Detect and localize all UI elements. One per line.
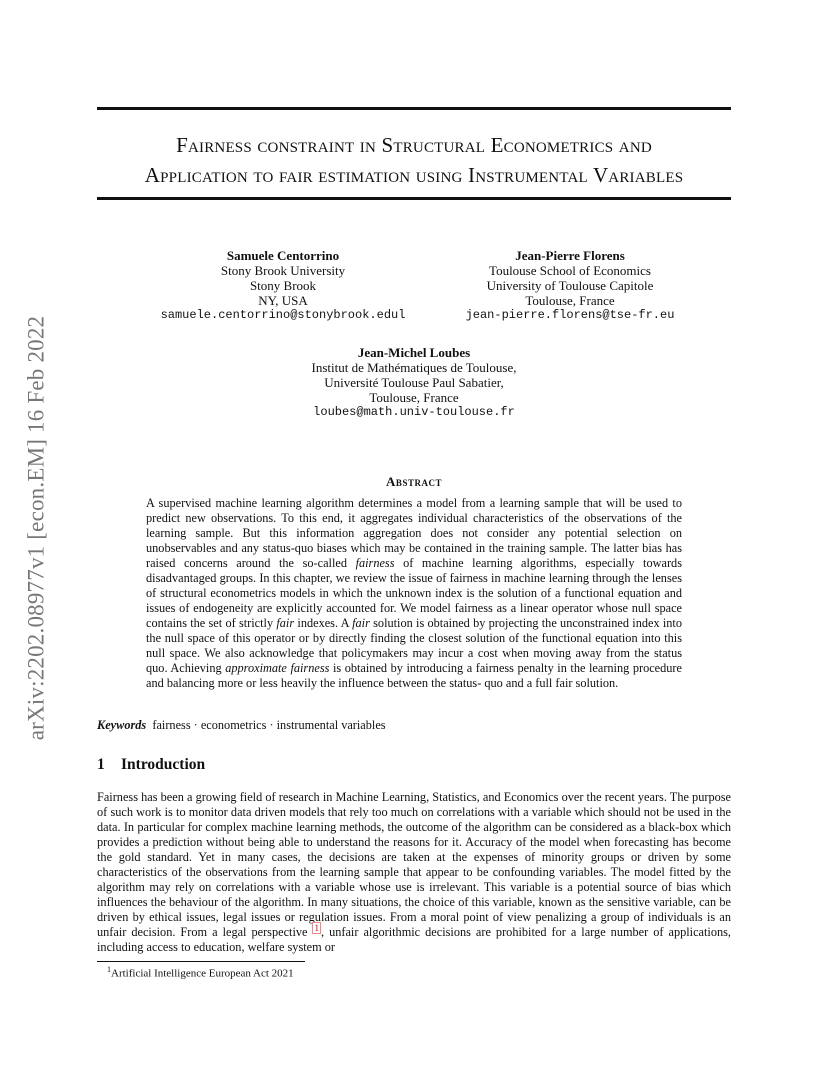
author-affiliation: Toulouse, France [369, 390, 459, 405]
author-affiliation: Institut de Mathématiques de Toulouse, [311, 360, 517, 375]
keywords-line [97, 718, 386, 733]
title-line-2: Application to fair estimation using Instrumental Variables [144, 163, 684, 187]
author-name: Jean-Michel Loubes [357, 345, 471, 360]
author-block [264, 345, 564, 420]
title-line-1: Fairness constraint in Structural Econometrics and [176, 133, 652, 157]
author-name: Samuele Centorrino [226, 248, 340, 263]
arxiv-sidebar [18, 268, 54, 788]
author-affiliation: University of Toulouse Capitole [486, 278, 654, 293]
arxiv-identifier: arXiv:2202.08977v1 [econ.EM] 16 Feb 2022 [23, 315, 48, 741]
section-number: 1 [97, 756, 105, 773]
author-affiliation: Stony Brook University [220, 263, 346, 278]
author-affiliation: Stony Brook [249, 278, 317, 293]
footnote [107, 965, 294, 980]
title-rule-top [97, 107, 731, 110]
author-affiliation: Toulouse School of Economics [489, 263, 651, 278]
author-affiliation: NY, USA [258, 293, 308, 308]
author-affiliation: Université Toulouse Paul Sabatier, [324, 375, 504, 390]
paper-title [97, 130, 731, 190]
introduction-text: Fairness has been a growing field of research in Machine Learning, Statistics, and Economics over the recent years. The purpose of such work is to monitor data driven models that rely too much on correlations with a variable which should not be used in the data. In particular for complex machine learning methods, the outcome of the algorithm can be considered as a black-box which provides a prediction without being able to understand the reasons for it. Accuracy of the model when forecasting has become the gold standard. Yet in many cases, the decisions are taken at the expenses of minority groups or driven by some characteristics of the observations from the learning sample that appear to be confounding variables. The model fitted by the algorithm may rely on correlations with a variable whose use is irrelevant. This variable is a potential source of bias which influences the behaviour of the algorithm. In many situations, the choice of this variable, known as the sensitive variable, can be driven by ethical issues, legal issues or regulation issues. From a moral point of view penalizing a group of individuals is an unfair decision. From a legal perspective $^1$ , unfair algorithmic decisions are prohibited for a large number of applications, including access to education, welfare system or [97, 790, 731, 954]
section-title: Introduction [121, 756, 206, 773]
title-rule-bottom [97, 197, 731, 200]
keywords-text: fairness · econometrics · instrumental variables [152, 718, 386, 732]
author-block [450, 248, 690, 323]
footnote-rule [97, 961, 305, 962]
author-email: jean-pierre.florens@tse-fr.eu [465, 308, 675, 322]
footnote-link[interactable]: 1 [314, 922, 319, 933]
author-block [150, 248, 416, 323]
abstract-text: A supervised machine learning algorithm determines a model from a learning sample that will be used to predict new observations. To this end, it aggregates individual characteristics of the observations of the learning sample. But this information aggregation does not consider any potential selection on unobservables and any status-quo biases which may be contained in the training sample. The latter bias has raised concerns around the so-called fairness of machine learning algorithms, especially towards disadvantaged groups. In this chapter, we review the issue of fairness in machine learning through the lenses of structural econometrics models in which the unknown index is the solution of a functional equation and issues of endogeneity are explicitly accounted for. We model fairness as a linear operator whose null space contains the set of strictly fair indexes. A fair solution is obtained by projecting the unconstrained index into the null space of this operator or by directly finding the closest solution of the functional equation into this null space. We also acknowledge that policymakers may incur a cost when moving away from the status quo. Achieving approximate fairness is obtained by introducing a fairness penalty in the learning procedure and balancing more or less heavily the influence between the status- quo and a full fair solution. [146, 496, 682, 690]
author-name: Jean-Pierre Florens [515, 248, 625, 263]
section-heading [97, 756, 205, 774]
abstract-heading: Abstract [386, 474, 442, 489]
author-email: samuele.centorrino@stonybrook.edul [160, 308, 406, 322]
keywords-label: Keywords [97, 718, 147, 732]
footnote-mark: 1 [107, 965, 111, 974]
author-affiliation: Toulouse, France [525, 293, 615, 308]
footnote-text: Artificial Intelligence European Act 2021 [111, 967, 294, 980]
author-email: loubes@math.univ-toulouse.fr [313, 405, 515, 419]
